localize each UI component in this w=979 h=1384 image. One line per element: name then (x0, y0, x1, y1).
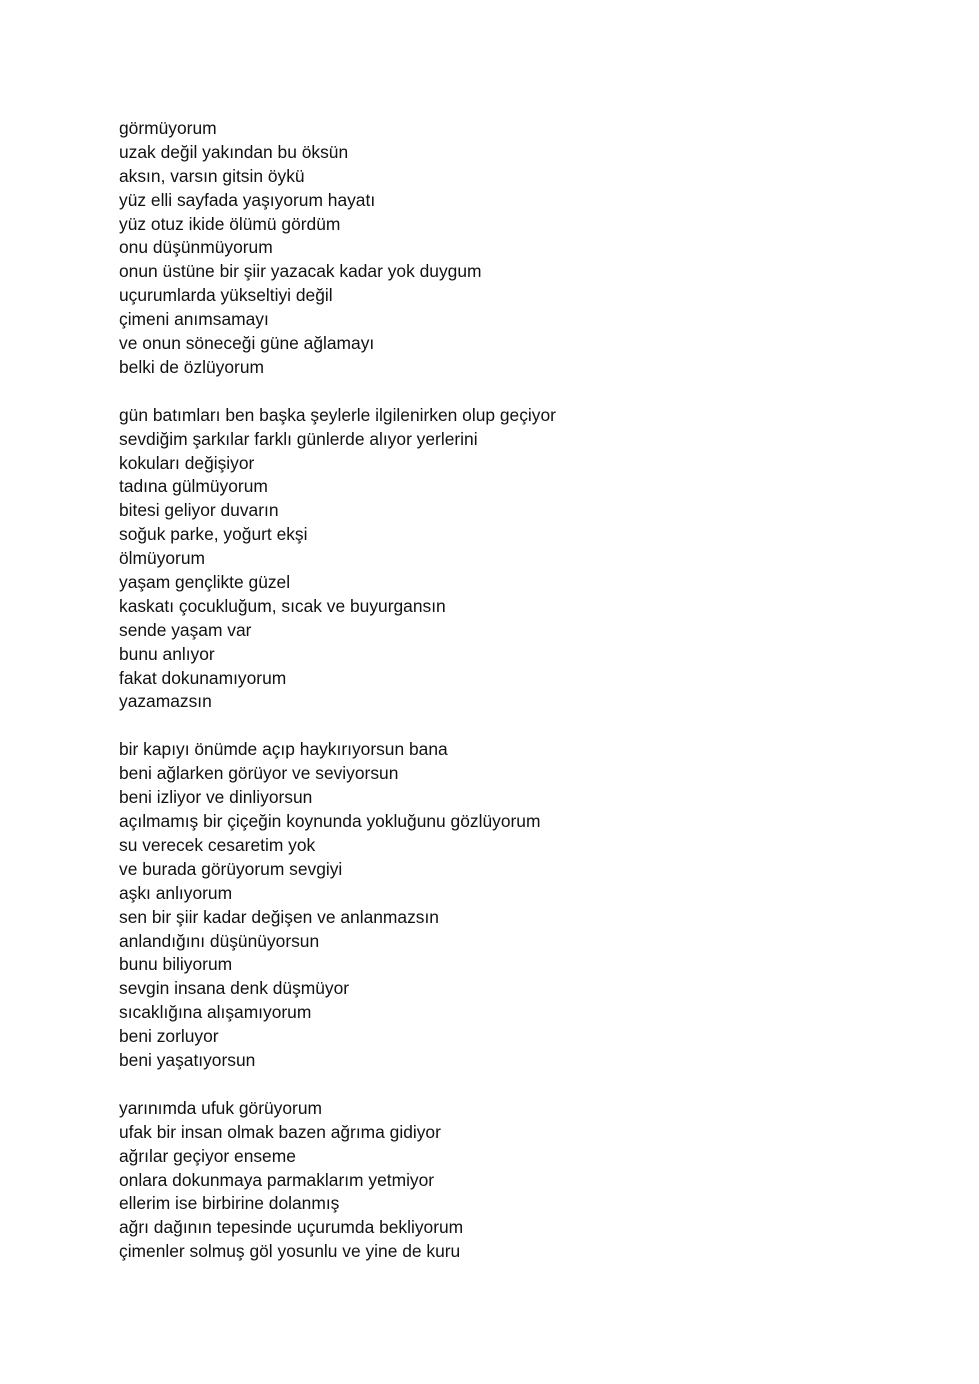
poem-line: fakat dokunamıyorum (119, 667, 287, 688)
poem-line: kaskatı çocukluğum, sıcak ve buyurgansın (119, 595, 446, 616)
poem-line: yüz otuz ikide ölümü gördüm (119, 213, 341, 234)
poem-line: beni zorluyor (119, 1026, 219, 1047)
poem-line: onlara dokunmaya parmaklarım yetmiyor (119, 1169, 435, 1190)
poem-line: yazamazsın (119, 691, 212, 712)
poem-line: aşkı anlıyorum (119, 882, 233, 903)
poem-line: beni izliyor ve dinliyorsun (119, 787, 313, 808)
poem-line: gün batımları ben başka şeylerle ilgilenirken olup geçiyor (119, 404, 556, 425)
poem-stanza-4 (119, 1097, 939, 1264)
poem-line: bunu anlıyor (119, 643, 215, 664)
poem-line: onun üstüne bir şiir yazacak kadar yok duygum (119, 261, 482, 282)
poem-line: belki de özlüyorum (119, 356, 264, 377)
poem-line: onu düşünmüyorum (119, 237, 273, 258)
poem-line: tadına gülmüyorum (119, 476, 268, 497)
poem-line: sende yaşam var (119, 619, 252, 640)
poem-line: bir kapıyı önümde açıp haykırıyorsun bana (119, 739, 448, 760)
poem-line: bitesi geliyor duvarın (119, 500, 279, 521)
poem-line: yaşam gençlikte güzel (119, 572, 291, 593)
poem-line: su verecek cesaretim yok (119, 834, 316, 855)
poem-line: aksın, varsın gitsin öykü (119, 165, 305, 186)
poem-stanza-3 (119, 738, 939, 1072)
poem-line: ölmüyorum (119, 548, 206, 569)
poem-line: sen bir şiir kadar değişen ve anlanmazsın (119, 906, 439, 927)
poem-line: ağrılar geçiyor enseme (119, 1145, 296, 1166)
poem-line: ellerim ise birbirine dolanmış (119, 1193, 340, 1214)
poem-line: sıcaklığına alışamıyorum (119, 1002, 312, 1023)
poem-line: çimeni anımsamayı (119, 309, 269, 330)
poem-stanza-2 (119, 404, 939, 715)
poem-line: sevdiğim şarkılar farklı günlerde alıyor yerlerini (119, 428, 478, 449)
poem-line: yarınımda ufuk görüyorum (119, 1097, 322, 1118)
poem-line: yüz elli sayfada yaşıyorum hayatı (119, 189, 376, 210)
poem-line: ufak bir insan olmak bazen ağrıma gidiyor (119, 1121, 441, 1142)
poem-line: ve onun söneceği güne ağlamayı (119, 333, 375, 354)
poem-stanza-1 (119, 117, 939, 380)
poem-line: beni ağlarken görüyor ve seviyorsun (119, 763, 399, 784)
poem-line: görmüyorum (119, 118, 217, 138)
poem-line: soğuk parke, yoğurt ekşi (119, 524, 308, 545)
poem-line: açılmamış bir çiçeğin koynunda yokluğunu gözlüyorum (119, 811, 541, 832)
poem-line: ağrı dağının tepesinde uçurumda bekliyorum (119, 1217, 464, 1238)
poem-line: ve burada görüyorum sevgiyi (119, 858, 343, 879)
poem-body (119, 117, 939, 1288)
poem-line: beni yaşatıyorsun (119, 1049, 256, 1070)
poem-line: uçurumlarda yükseltiyi değil (119, 285, 333, 306)
poem-line: sevgin insana denk düşmüyor (119, 978, 350, 999)
poem-line: bunu biliyorum (119, 954, 233, 975)
poem-line: çimenler solmuş göl yosunlu ve yine de kuru (119, 1241, 461, 1262)
poem-line: uzak değil yakından bu öksün (119, 141, 349, 162)
poem-line: kokuları değişiyor (119, 452, 255, 473)
poem-line: anlandığını düşünüyorsun (119, 930, 320, 951)
